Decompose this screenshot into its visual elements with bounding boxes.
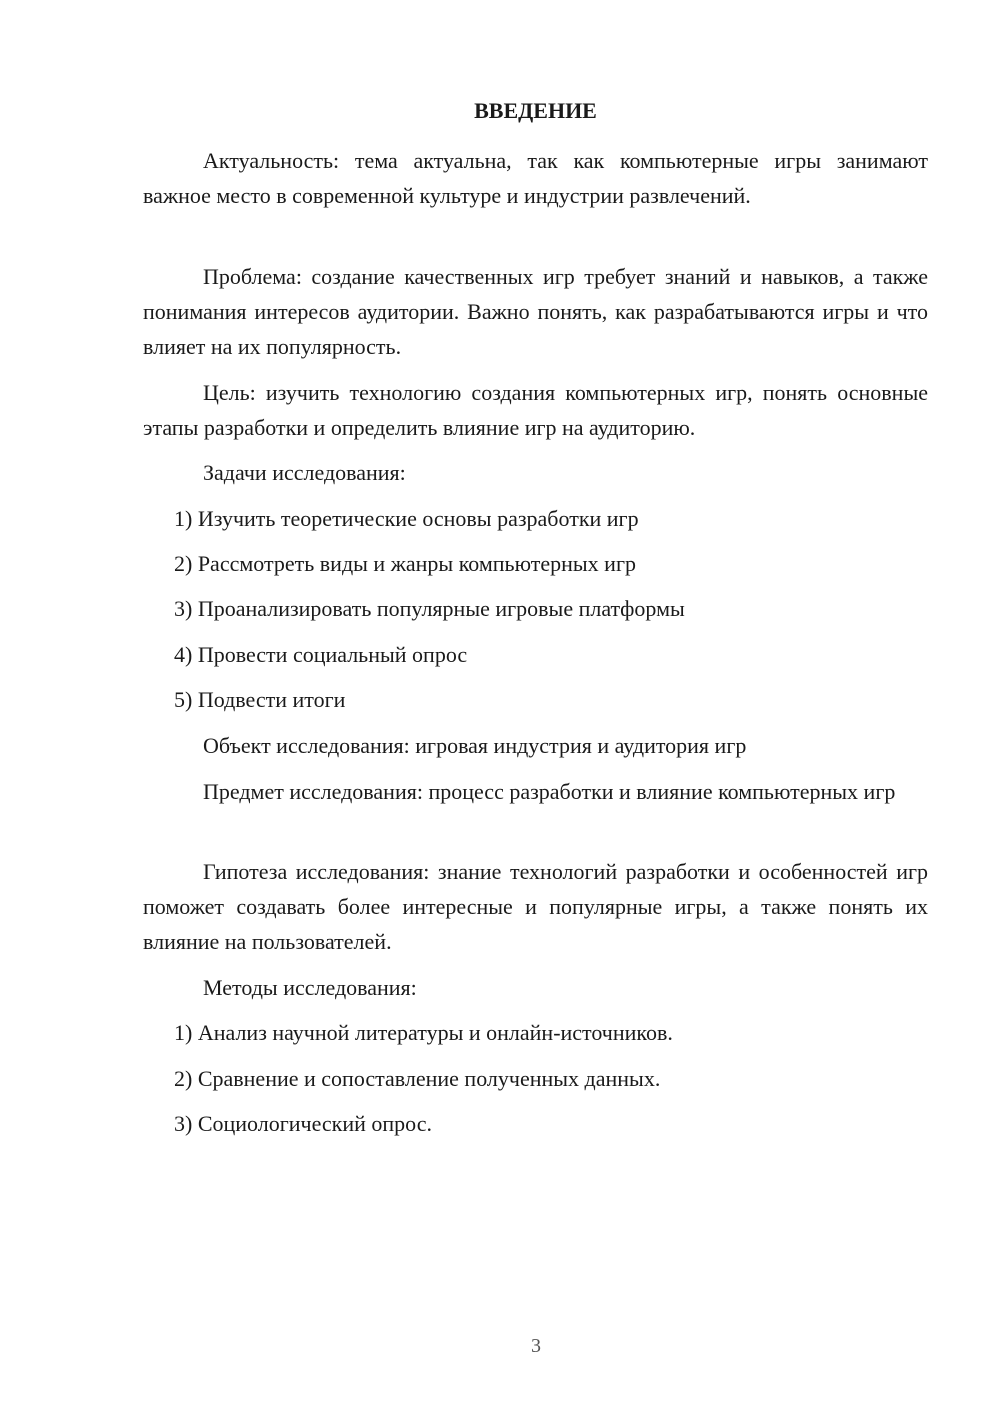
relevance-paragraph: Актуальность: тема актуальна, так как компьютерные игры занимают важное место в современной культуре и индустрии развлечений. [143,148,928,208]
object-statement: Объект исследования: игровая индустрия и аудитория игр [203,733,747,758]
page-title: ВВЕДЕНИЕ [474,98,597,123]
tasks-heading: Задачи исследования: [203,460,406,485]
page-number: 3 [531,1335,541,1357]
task-item: 1) Изучить теоретические основы разработки игр [174,506,639,531]
hypothesis-paragraph: Гипотеза исследования: знание технологий разработки и особенностей игр поможет создавать более интересные и популярные игры, а также понять их влияние на пользователей. [143,859,928,954]
method-item: 3) Социологический опрос. [174,1111,432,1136]
task-item: 2) Рассмотреть виды и жанры компьютерных игр [174,551,636,576]
task-item: 5) Подвести итоги [174,687,346,712]
task-item: 3) Проанализировать популярные игровые платформы [174,596,685,621]
goal-paragraph: Цель: изучить технологию создания компьютерных игр, понять основные этапы разработки и определить влияние игр на аудиторию. [143,380,928,440]
task-item: 4) Провести социальный опрос [174,642,468,667]
method-item: 2) Сравнение и сопоставление полученных данных. [174,1066,661,1091]
methods-heading: Методы исследования: [203,975,417,1000]
method-item: 1) Анализ научной литературы и онлайн-источников. [174,1020,673,1045]
problem-paragraph: Проблема: создание качественных игр требует знаний и навыков, а также понимания интересов аудитории. Важно понять, как разрабатываются игры и что влияет на их популярность. [143,264,928,359]
subject-paragraph: Предмет исследования: процесс разработки и влияние компьютерных игр [203,779,896,804]
